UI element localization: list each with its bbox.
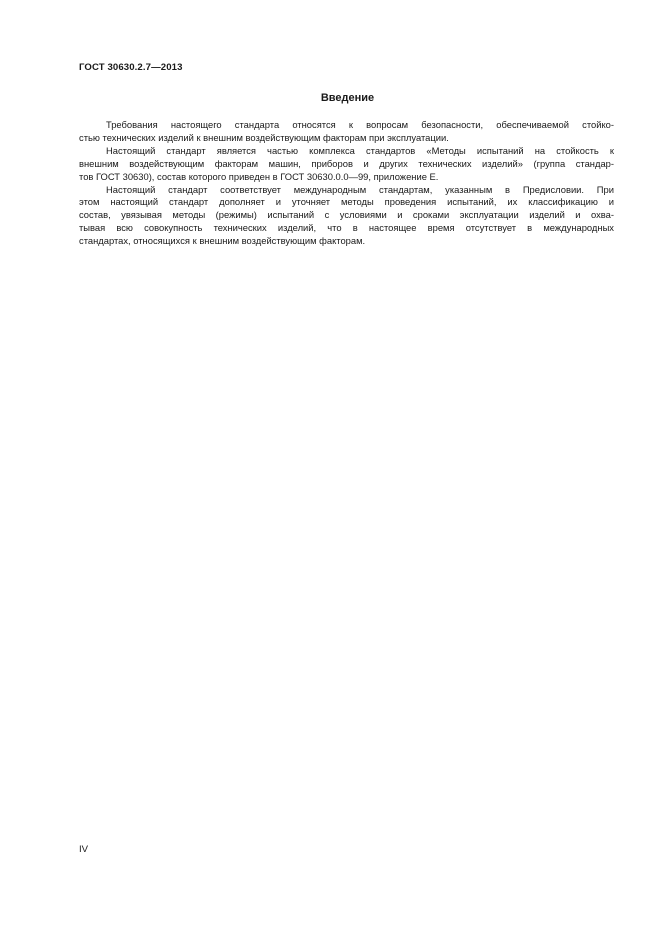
section-title-text: Введение (320, 92, 375, 104)
section-title (0, 92, 661, 104)
text-line: тов ГОСТ 30630), состав которого приведен в ГОСТ 30630.0.0—99, приложение Е. (79, 170, 439, 182)
body-text (79, 119, 614, 248)
paragraph-3 (79, 184, 614, 249)
text-line: Настоящий стандарт является частью комплекса стандартов «Методы испытаний на стойкость к (106, 144, 614, 156)
text-line: этом настоящий стандарт дополняет и уточняет методы проведения испытаний, их классификацию и (79, 196, 614, 208)
text-line: Требования настоящего стандарта относятся к вопросам безопасности, обеспечиваемой стойко- (106, 119, 614, 130)
page-number: IV (79, 844, 89, 855)
text-line: состав, увязывая методы (режимы) испытаний с условиями и сроками эксплуатации изделий и охва- (79, 209, 614, 221)
text-line: стандартах, относящихся к внешним воздействующим факторам. (79, 235, 366, 247)
paragraph-1 (79, 119, 614, 145)
page-header-standard-number: ГОСТ 30630.2.7—2013 (79, 62, 183, 73)
text-line: тывая всю совокупность технических изделий, что в настоящее время отсутствует в международных (79, 222, 614, 234)
paragraph-2 (79, 145, 614, 184)
text-line: Настоящий стандарт соответствует международным стандартам, указанным в Предисловии. При (106, 183, 614, 195)
text-line: стью технических изделий к внешним воздействующим факторам при эксплуатации. (79, 131, 449, 143)
text-line: внешним воздействующим факторам машин, приборов и других технических изделий» (группа стандар- (79, 157, 614, 169)
